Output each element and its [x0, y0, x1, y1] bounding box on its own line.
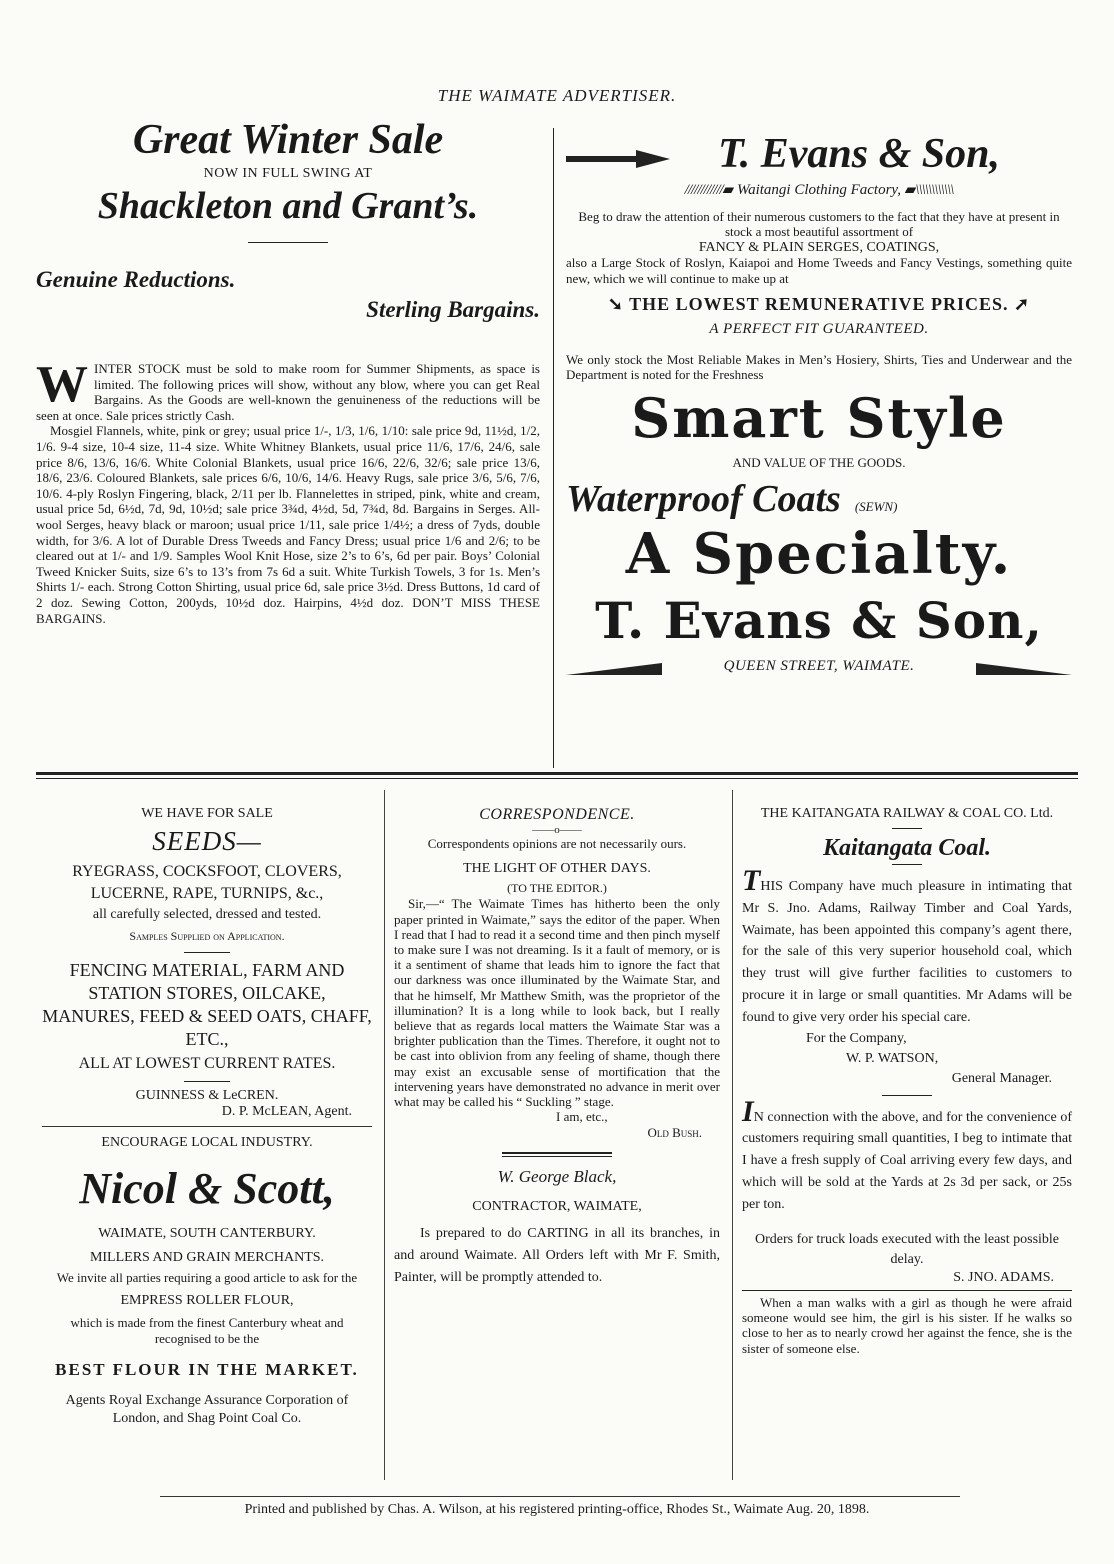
evans-tweeds: also a Large Stock of Roslyn, Kaiapoi and Home Tweeds and Fancy Vestings, something quite new, which we will continue to make up at — [566, 255, 1072, 286]
best-flour: BEST FLOUR IN THE MARKET. — [55, 1360, 359, 1380]
divider — [42, 1126, 372, 1127]
address-line — [566, 657, 1072, 675]
hatch-left-icon: ////////////▰ — [684, 182, 734, 198]
section-rule — [36, 772, 1078, 775]
for-company: For the Company, — [806, 1030, 907, 1046]
divider — [184, 952, 230, 953]
divider — [882, 1095, 932, 1096]
black-body: Is prepared to do CARTING in all its branches, in and around Waimate. All Orders left with Mr F. Smith, Painter, will be promptly attended to. — [394, 1226, 720, 1286]
seeds-intro: WE HAVE FOR SALE — [141, 806, 273, 821]
section-rule-thin — [36, 778, 1078, 779]
evans-title: T. Evans & Son, — [717, 131, 1001, 177]
seeds-line-2: LUCERNE, RAPE, TURNIPS, &c., — [90, 885, 324, 902]
drop-cap: W — [36, 356, 88, 414]
kaitangata-company: THE KAITANGATA RAILWAY & COAL CO. Ltd. — [760, 806, 1054, 821]
correspondence-sep: ——o—— — [532, 824, 582, 836]
factory-line — [566, 180, 1072, 199]
kaitangata-body-1 — [742, 864, 1072, 1029]
drop-cap: I — [742, 1094, 754, 1128]
lowest-prices — [566, 294, 1072, 315]
nicol-place: WAIMATE, SOUTH CANTERBURY. — [98, 1226, 316, 1241]
hatch-right-icon: ▰\\\\\\\\\\\\ — [904, 182, 954, 198]
kaitangata-title: Kaitangata Coal. — [822, 835, 992, 861]
letter-signoff: I am, etc., — [556, 1109, 608, 1125]
sewn-note: (SEWN) — [854, 498, 898, 514]
black-name: W. George Black, — [497, 1167, 617, 1187]
masthead: THE WAIMATE ADVERTISER. — [437, 86, 677, 105]
genuine-reductions: Genuine Reductions. — [36, 267, 236, 293]
divider — [742, 1290, 1072, 1291]
divider — [892, 828, 922, 829]
firm-name: GUINNESS & LeCREN. — [135, 1088, 279, 1103]
agent-name: D. P. McLEAN, Agent. — [221, 1104, 352, 1119]
adams-signer: S. JNO. ADAMS. — [953, 1269, 1054, 1285]
winter-sale-title: Great Winter Sale — [132, 117, 444, 163]
left-wedge-icon — [566, 663, 662, 677]
nicol-agents: Agents Royal Exchange Assurance Corporation of London, and Shag Point Coal Co. — [65, 1393, 349, 1427]
divider — [502, 1156, 612, 1157]
correspondence-title: CORRESPONDENCE. — [479, 806, 635, 823]
pointing-hand-icon — [566, 148, 670, 170]
letter-heading: THE LIGHT OF OTHER DAYS. — [463, 861, 651, 877]
footer-rule — [160, 1496, 960, 1497]
seeds-title: SEEDS— — [152, 826, 262, 856]
black-role: CONTRACTOR, WAIMATE, — [472, 1199, 642, 1215]
letter-signer: Old Bush. — [647, 1124, 702, 1140]
kaitangata-text-1: HIS Company have much pleasure in intimating that Mr S. Jno. Adams, Railway Timber and Coal Yards, Waimate, has been appointed this company’s agent there, for the sale of this very superior household coal, which they trust will give further facilities to customers to procure it in large or small quantities. Mr Adams will be found to give very order his special care. — [742, 879, 1072, 1025]
winter-sale-subtitle: NOW IN FULL SWING AT — [203, 166, 373, 182]
evans-serges: FANCY & PLAIN SERGES, COATINGS, — [698, 239, 940, 255]
winter-sale-body — [36, 356, 540, 626]
drop-cap: T — [742, 864, 761, 897]
seeds-line-3: all carefully selected, dressed and tested. — [92, 907, 322, 922]
fencing-list: FENCING MATERIAL, FARM AND STATION STORES, OILCAKE, MANURES, FEED & SEED OATS, CHAFF, ETC., — [42, 960, 372, 1049]
watson-title: General Manager. — [951, 1070, 1052, 1086]
column-rule — [553, 128, 554, 768]
address: QUEEN STREET, WAIMATE. — [723, 657, 915, 674]
current-rates: ALL AT LOWEST CURRENT RATES. — [78, 1055, 336, 1072]
imprint: Printed and published by Chas. A. Wilson, at his registered printing-office, Rhodes St., Waimate Aug. 20, 1898. — [244, 1502, 870, 1517]
seeds-line-1: RYEGRASS, COCKSFOOT, CLOVERS, — [72, 863, 342, 880]
smart-style: Smart Style — [631, 385, 1007, 450]
joke: When a man walks with a girl as though he were afraid someone would see him, the girl is his sister. If he walks so close to her as to nearly crowd her against the fence, she is the sister of someone else. — [742, 1294, 1072, 1356]
sterling-bargains: Sterling Bargains. — [366, 297, 540, 323]
watson-name: W. P. WATSON, — [846, 1050, 939, 1066]
winter-sale-intro: INTER STOCK must be sold to make room for Summer Shipments, as space is limited. The following prices will show, without any blow, where you can get Real Bargains. As the Goods are well-known the genuineness of the reductions will be seen at once. Sale prices strictly Cash. — [36, 361, 540, 423]
lowest-prices-text: THE LOWEST REMUNERATIVE PRICES. — [629, 294, 1009, 315]
evans-intro: Beg to draw the attention of their numerous customers to the fact that they have at present in stock a most beautiful assortment of — [578, 209, 1060, 240]
arrow-right-icon: ➚ — [1008, 294, 1031, 315]
truck-orders: Orders for truck loads executed with the least possible delay. — [754, 1231, 1060, 1267]
column-1 — [42, 806, 372, 1428]
divider — [248, 242, 328, 243]
flour-description: which is made from the finest Canterbury wheat and recognised to be the — [70, 1315, 344, 1346]
column-rule — [384, 790, 385, 1480]
correspondence-note: Correspondents opinions are not necessarily ours. — [427, 836, 687, 851]
nicol-invite: We invite all parties requiring a good article to ask for the — [56, 1270, 358, 1285]
evans-header — [566, 130, 1072, 178]
samples-note: Samples Supplied on Application. — [129, 929, 285, 943]
column-rule — [732, 790, 733, 1480]
encourage-local: ENCOURAGE LOCAL INDUSTRY. — [101, 1135, 313, 1150]
waterproof-line — [566, 477, 1072, 521]
winter-sale-ad — [36, 118, 540, 626]
right-wedge-icon — [976, 663, 1072, 677]
divider — [892, 864, 922, 865]
divider — [502, 1152, 612, 1154]
to-editor: (TO THE EDITOR.) — [507, 881, 607, 896]
column-3 — [742, 806, 1072, 1356]
kaitangata-text-2: N connection with the above, and for the convenience of customers requiring small quantities, I beg to intimate that I have a fresh supply of Coal arriving every few days, and which will be sold at the Yards at 2s 3d per sack, or 25s per ton. — [742, 1109, 1072, 1212]
nicol-trade: MILLERS AND GRAIN MERCHANTS. — [89, 1250, 325, 1265]
nicol-title: Nicol & Scott, — [79, 1164, 335, 1213]
letter-body: Sir,—“ The Waimate Times has hitherto been the only paper printed in Waimate,” says the editor of the paper. When I read that I had to read it a second time and then pinch myself to make sure I was not dreaming. Is it a fault of memory, or is it a sentiment of shame that leads him to ignore the fact that our darkness was once illuminated by the Waimate Star, and that he himself, Mr Matthew Smith, was the proprietor of the illumination? It is a long while to look back, but I really believe that as regards local matters the Waimate Star was a brighter publication than the Times. Therefore, it ought not to be cast into oblivion from any feeling of shame, though there may exist an excusable sense of mortification that the intervening years have demonstrated no advance in merit over what may be called his “ Suckling ” stage. — [394, 896, 720, 1110]
value-line: AND VALUE OF THE GOODS. — [732, 454, 906, 470]
specialty: A Specialty. — [625, 520, 1013, 587]
evans-hosiery: We only stock the Most Reliable Makes in Men’s Hosiery, Shirts, Ties and Underwear and the Department is noted for the Freshness — [566, 352, 1072, 383]
waterproof-coats: Waterproof Coats — [566, 477, 841, 520]
perfect-fit: A PERFECT FIT GUARANTEED. — [709, 321, 929, 338]
empress-flour: EMPRESS ROLLER FLOUR, — [120, 1293, 294, 1309]
arrow-left-icon: ➘ — [607, 294, 630, 315]
divider — [184, 1081, 230, 1082]
store-name: Shackleton and Grant’s. — [97, 185, 479, 228]
kaitangata-body-2 — [742, 1094, 1072, 1216]
factory-name: Waitangi Clothing Factory, — [736, 182, 902, 198]
evans-name-large: T. Evans & Son, — [595, 590, 1043, 650]
column-2 — [394, 806, 720, 1289]
winter-sale-prices: Mosgiel Flannels, white, pink or grey; usual price 1/-, 1/3, 1/6, 1/10: sale price 9d, 11½d, 1/2, 1/6. 9-4 size, 10-4 size, 11-4 size. White Whitney Blankets, usual price 11/6, 17/6, 24/6, sale price 8/6, 13/6, 16/6. White Colonial Blankets, usual price 16/6, 22/6, 32/6; sale price 13/6, 18/6, 23/6. Coloured Blankets, sale prices 6/6, 10/6, 14/6. Heavy Rugs, sale price 3/6, 5/6, 7/6, 10/6. 4-ply Roslyn Fingering, black, 2/11 per lb. Flannelettes in striped, pink, white and cream, usual price 5d, 6½d, 7d, 9d, 10½d; sale price 3¾d, 4½d, 5d, 7¾d, 8d. Bargains in Serges. All-wool Serges, heavy black or maroon; usual price 1/11, sale price 1/4½; a dress of 7yds, double width, for 3/6. A lot of Durable Dress Tweeds and Fancy Dress; usual price 1/6 and 2/6; to be cleared out at 1/- and 1/9. Samples Wool Knit Hose, size 2’s to 6’s, 6d per pair. Boys’ Colonial Tweed Knicker Suits, size 6’s to 13’s from 7s 6d a suit. White Turkish Towels, 3 for 1s. Men’s Shirts 1/- each. Strong Cotton Shirting, usual price 6d, sale price 3½d. Dress Buttons, 1d card of 2 doz. Sewing Cotton, 200yds, 10½d doz. Hairpins, 4½d doz. DON’T MISS THESE BARGAINS. — [36, 423, 540, 626]
evans-ad — [566, 130, 1072, 675]
